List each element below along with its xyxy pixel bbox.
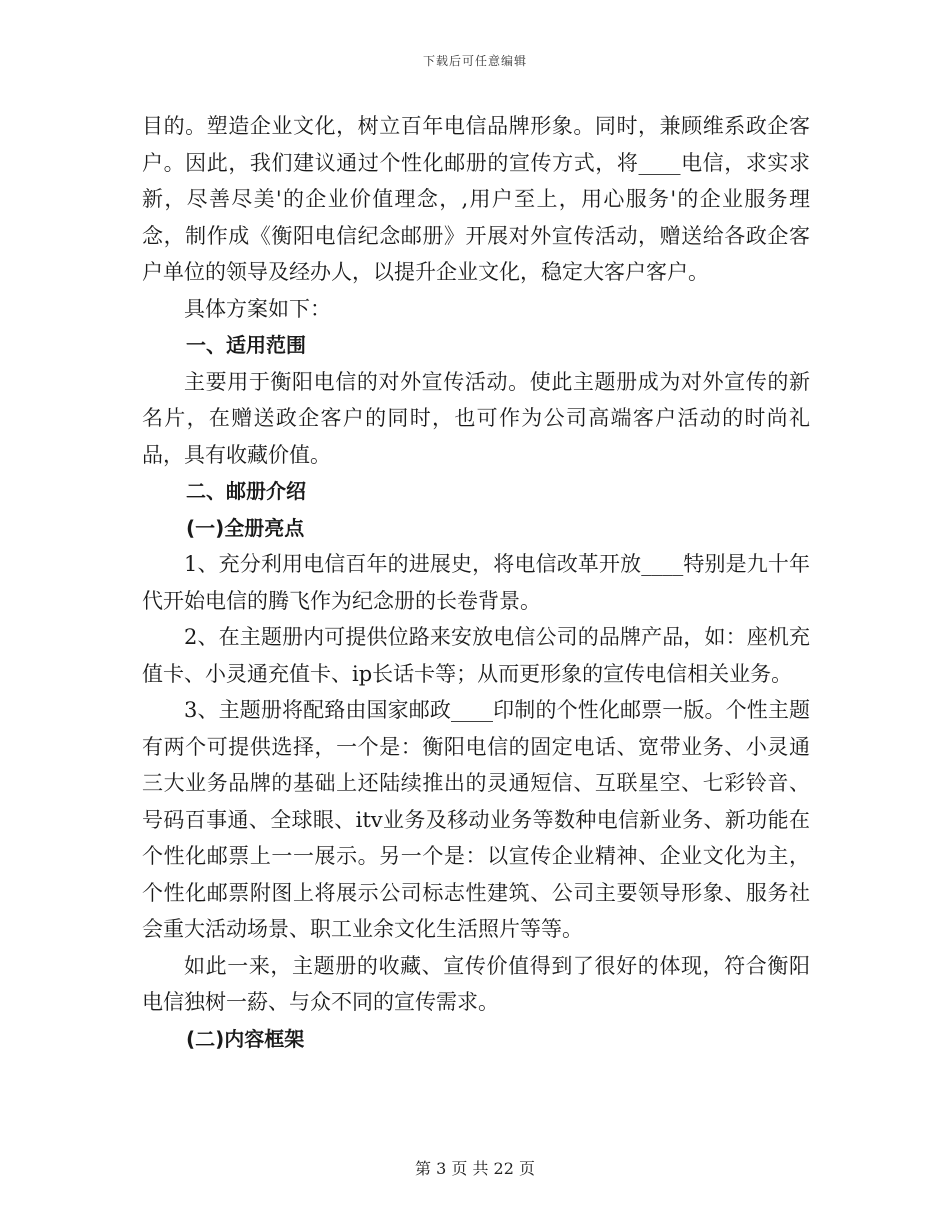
- section-heading-scope: 一、适用范围: [186, 333, 306, 357]
- paragraph-plan-intro: 具体方案如下：: [184, 296, 331, 321]
- paragraph-highlight-2: 2、在主题册内可提供位路来安放电信公司的品牌产品，如：座机充值卡、小灵通充值卡、ip长话卡等；从而更形象的宣传电信相关业务。: [142, 625, 810, 686]
- paragraph-intro: 目的。塑造企业文化，树立百年电信品牌形象。同时，兼顾维系政企客户。因此，我们建议通过个性化邮册的宣传方式，将____电信，求实求新，尽善尽美'的企业价值理念，,用户至上，用心服务'的企业服务理念，制作成《衡阳电信纪念邮册》开展对外宣传活动，赠送给各政企客户单位的领导及经办人，以提升企业文化，稳定大客户客户。: [142, 114, 810, 284]
- document-body: [142, 108, 810, 1057]
- paragraph-highlight-1: 1、充分利用电信百年的进展史，将电信改革开放____特别是九十年代开始电信的腾飞作为纪念册的长卷背景。: [142, 552, 810, 613]
- paragraph-conclusion: 如此一来，主题册的收藏、宣传价值得到了很好的体现，符合衡阳电信独树一蒶、与众不同的宣传需求。: [142, 953, 810, 1014]
- page-header: 下载后可任意编辑: [422, 54, 527, 68]
- page-footer: 第 3 页 共 22 页: [415, 1159, 535, 1178]
- subsection-heading-highlights: (一)全册亮点: [186, 515, 305, 540]
- paragraph-scope: 主要用于衡阳电信的对外宣传活动。使此主题册成为对外宣传的新名片，在赠送政企客户的同时，也可作为公司高端客户活动的时尚礼品，具有收藏价值。: [142, 369, 810, 467]
- paragraph-highlight-3: 3、主题册将配臵由国家邮政____印制的个性化邮票一版。个性主题有两个可提供选择，一个是：衡阳电信的固定电话、宽带业务、小灵通三大业务品牌的基础上还陆续推出的灵通短信、互联星空、七彩铃音、号码百事通、全球眼、itv业务及移动业务等数种电信新业务、新功能在个性化邮票上一一展示。另一个是：以宣传企业精神、企业文化为主，个性化邮票附图上将展示公司标志性建筑、公司主要领导形象、服务社会重大活动场景、职工业余文化生活照片等等。: [142, 698, 810, 941]
- subsection-heading-framework: (二)内容框架: [186, 1026, 305, 1051]
- section-heading-album-intro: 二、邮册介绍: [186, 479, 306, 503]
